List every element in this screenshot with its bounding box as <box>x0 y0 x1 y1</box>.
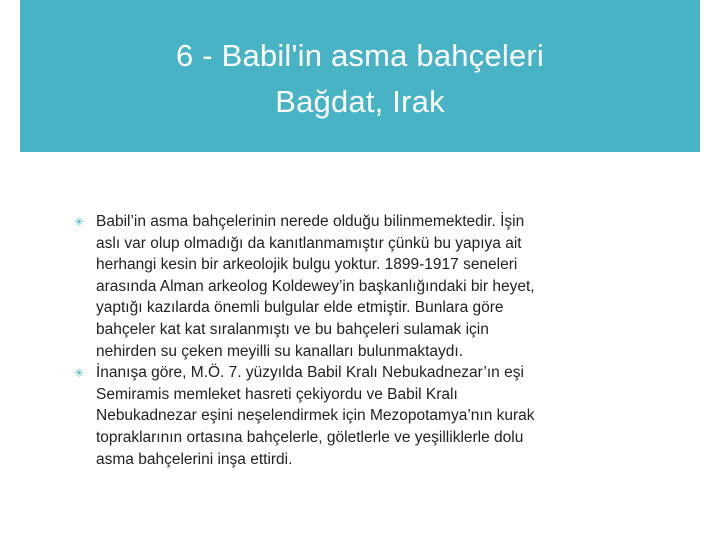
bullet-text-line: topraklarının ortasına bahçelerle, göletlerle ve yeşilliklerle dolu <box>96 428 524 446</box>
bullet-text-line: bahçeler kat kat sıralanmıştı ve bu bahçeleri sulamak için <box>96 320 489 338</box>
asterisk-icon: ✳ <box>74 215 85 229</box>
slide-title-line-2: Bağdat, Irak <box>275 84 445 119</box>
slide-title-line-1: 6 - Babil'in asma bahçeleri <box>176 38 544 73</box>
bullet-item-1 <box>74 211 644 362</box>
bullet-list <box>74 211 644 470</box>
bullet-text-line: nehirden su çeken meyilli su kanalları bulunmaktaydı. <box>96 342 464 360</box>
bullet-text-line: herhangi kesin bir arkeolojik bulgu yoktur. 1899-1917 seneleri <box>96 256 518 274</box>
bullet-text-line: Nebukadnezar eşini neşelendirmek için Mezopotamya’nın kurak <box>96 407 535 425</box>
bullet-text-line: İnanışa göre, M.Ö. 7. yüzyılda Babil Kralı Nebukadnezar’ın eşi <box>96 364 524 382</box>
bullet-text-line: yaptığı kazılarda önemli bulgular elde etmiştir. Bunlara göre <box>96 299 504 317</box>
asterisk-icon: ✳ <box>74 366 85 381</box>
title-band <box>20 0 700 152</box>
bullet-text-line: asma bahçelerini inşa ettirdi. <box>96 450 293 468</box>
bullet-item-2 <box>74 362 644 470</box>
bullet-text-line: aslı var olup olmadığı da kanıtlanmamıştır çünkü bu yapıya ait <box>96 234 522 252</box>
bullet-text-line: Babil’in asma bahçelerinin nerede olduğu bilinmemektedir. İşin <box>96 213 525 230</box>
bullet-text-line: Semiramis memleket hasreti çekiyordu ve Babil Kralı <box>96 385 458 403</box>
bullet-text-line: arasında Alman arkeolog Koldewey’in başkanlığındaki bir heyet, <box>96 277 535 295</box>
